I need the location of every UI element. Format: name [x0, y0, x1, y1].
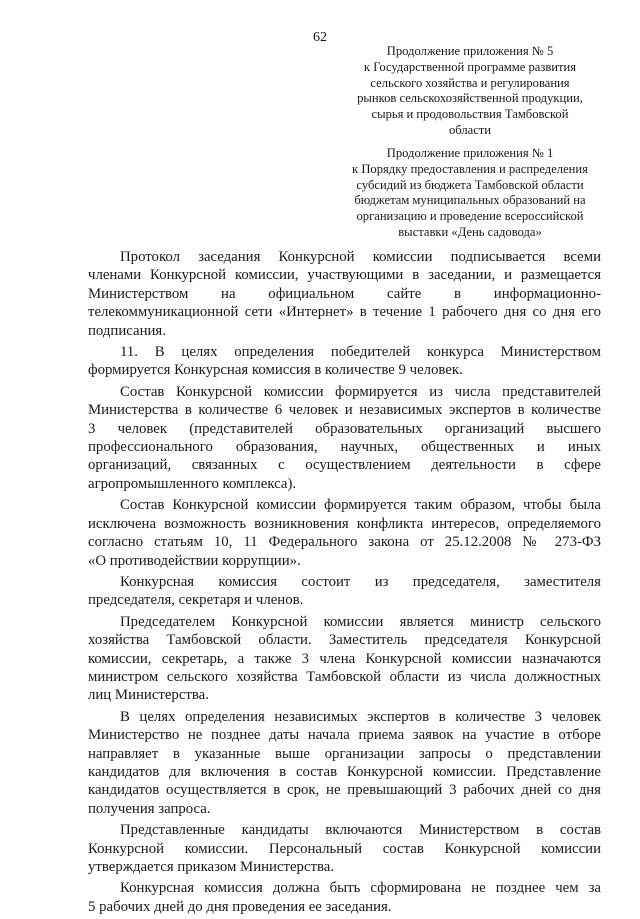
paragraph-line: направляет в указанные выше организации запросы о представлении	[88, 745, 601, 762]
paragraph-line: Протокол заседания Конкурсной комиссии подписывается всеми	[120, 249, 601, 265]
appendix-2-line: Продолжение приложения № 1	[386, 146, 554, 160]
document-body	[88, 248, 601, 919]
paragraph-line: получения запроса.	[88, 800, 211, 817]
paragraph-line: утверждается приказом Министерства.	[88, 859, 335, 875]
paragraph-line: исключена возможность возникновения конфликта интересов, определяемого	[88, 515, 601, 532]
appendix-2-line: бюджетам муниципальных образований на	[354, 193, 586, 208]
appendix-1-line: сельского хозяйства и регулирования	[370, 75, 570, 90]
appendix-1-line: Продолжение приложения № 5	[386, 44, 554, 58]
paragraph-line: Председателем Конкурсной комиссии является министр сельского	[120, 613, 601, 630]
paragraph	[88, 613, 601, 705]
paragraph	[88, 343, 601, 380]
paragraph-line: Министерства в количестве 6 человек и независимых экспертов в количестве	[88, 402, 601, 419]
appendix-1-line: к Государственной программе развития	[363, 59, 577, 74]
appendix-1-line: рынков сельскохозяйственной продукции,	[357, 91, 583, 106]
appendix-1-line: сырья и продовольствия Тамбовской	[371, 107, 569, 122]
paragraph-line: согласно статьям 10, 11 Федерального закона от 25.12.2008 № 273-ФЗ	[88, 534, 601, 551]
paragraph-line: комиссии, секретарь, а также 3 члена Конкурсной комиссии назначаются	[88, 650, 601, 667]
paragraph-line: Конкурсной комиссии. Персональный состав Конкурсной комиссии	[88, 840, 601, 857]
paragraph-line: Конкурсная комиссия состоит из председателя, заместителя	[120, 573, 601, 590]
paragraph-line: Представленные кандидаты включаются Министерством в состав	[120, 822, 601, 839]
appendix-2-line: субсидий из бюджета Тамбовской области	[356, 177, 584, 192]
paragraph-line: членами Конкурсной комиссии, участвующими в заседании, и размещается	[88, 267, 601, 284]
paragraph-line: лиц Министерства.	[88, 687, 209, 704]
paragraph-line: подписания.	[88, 322, 166, 339]
paragraph-line: председателя, секретаря и членов.	[88, 592, 304, 609]
paragraph-line: «О противодействии коррупции».	[88, 552, 301, 569]
paragraph-line: профессионального образования, научных, общественных и иных	[88, 439, 601, 456]
paragraph-line: Состав Конкурсной комиссии формируется из числа представителей	[120, 383, 601, 400]
appendix-1-line: области	[448, 122, 492, 137]
paragraph-line: министром сельского хозяйства Тамбовской области из числа должностных	[88, 668, 601, 685]
appendix-2-line: к Порядку предоставления и распределения	[352, 161, 588, 176]
paragraph	[88, 708, 601, 818]
appendix-header-2	[340, 146, 600, 241]
paragraph-line: кандидатов осуществляется в срок, не превышающий 3 рабочих дней со дня	[88, 782, 601, 799]
paragraph	[88, 248, 601, 340]
paragraph	[88, 821, 601, 876]
paragraph-line: телекоммуникационной сети «Интернет» в течение 1 рабочего дня со дня его	[88, 304, 601, 321]
paragraph-line: Министерством на официальном сайте в информационно-	[88, 285, 601, 302]
appendix-2-line: организацию и проведение всероссийской	[356, 209, 584, 224]
paragraph-line: агропромышленного комплекса).	[88, 475, 297, 492]
paragraph-line: 5 рабочих дней до дня проведения ее заседания.	[88, 898, 392, 915]
paragraph-line: формируется Конкурсная комиссия в количестве 9 человек.	[88, 362, 463, 379]
paragraph-line: В целях определения независимых экспертов в количестве 3 человек	[120, 708, 601, 725]
paragraph	[88, 573, 601, 610]
paragraph	[88, 496, 601, 570]
paragraph-line: Состав Конкурсной комиссии формируется таким образом, чтобы была	[120, 497, 601, 514]
page-number: 62	[313, 30, 327, 45]
paragraph-line: Министерство не позднее даты начала приема заявок на участие в отборе	[88, 727, 601, 744]
paragraph	[88, 383, 601, 493]
paragraph-line: 11. В целях определения победителей конкурса Министерством	[120, 344, 601, 361]
paragraph-line: Конкурсная комиссия должна быть сформирована не позднее чем за	[120, 880, 601, 897]
paragraph-line: хозяйства Тамбовской области. Заместитель председателя Конкурсной	[88, 632, 601, 649]
paragraph	[88, 879, 601, 916]
paragraph-line: организаций, связанных с осуществлением деятельности в сфере	[88, 457, 601, 474]
appendix-2-line: выставки «День садовода»	[398, 224, 542, 239]
paragraph-line: кандидатов для включения в состав Конкурсной комиссии. Представление	[88, 763, 601, 780]
paragraph-line: 3 человек (представителей образовательных организаций высшего	[88, 420, 601, 437]
appendix-header-1	[340, 44, 600, 139]
